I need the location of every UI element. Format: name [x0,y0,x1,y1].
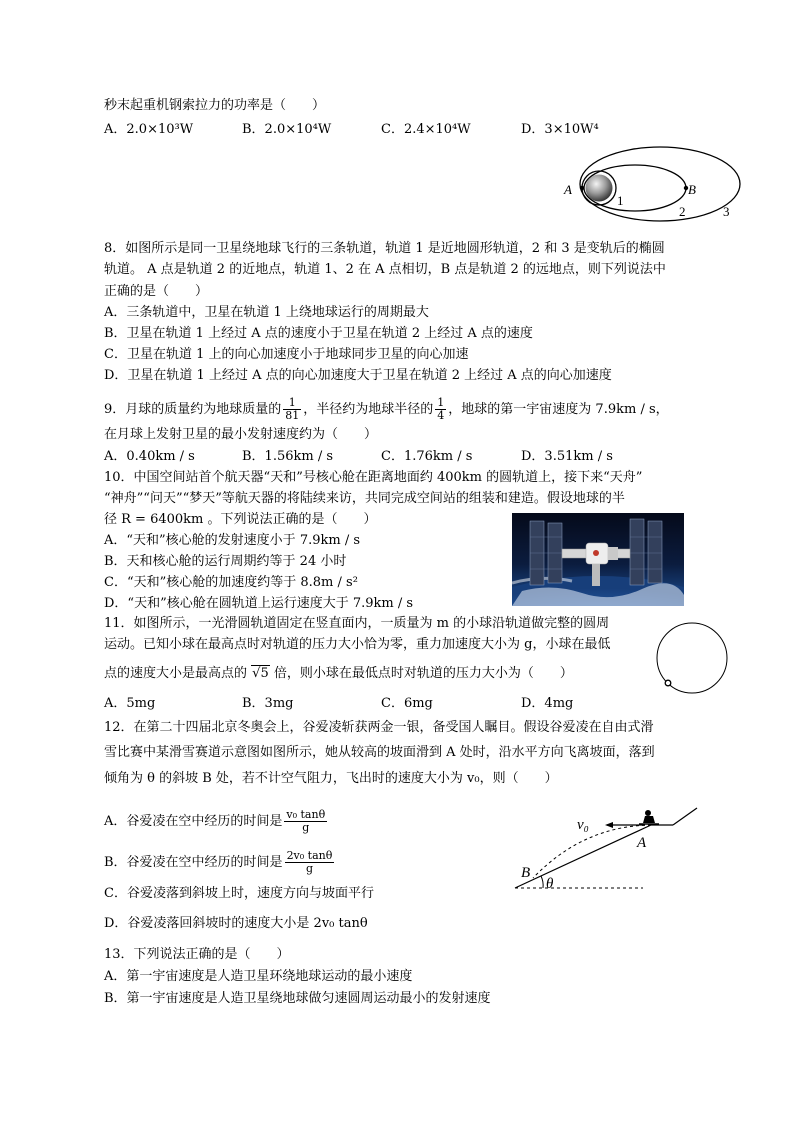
q8-option-d: D．卫星在轨道 1 上经过 A 点的向心加速度大于卫星在轨道 2 上经过 A 点的向心加速度 [104,368,612,383]
q10-option-d: D．“天和”核心舱在圆轨道上运行速度大于 7.9km / s [104,596,414,611]
angle-arc [541,876,543,888]
q8-stem-line2: 轨道。 A 点是轨道 2 的近地点，轨道 1、2 在 A 点相切，B 点是轨道 2 的远地点，则下列说法中 [104,262,666,277]
space-station-photo [512,513,684,606]
q13-option-b: B．第一宇宙速度是人造卫星绕地球做匀速圆周运动最小的发射速度 [104,991,491,1006]
q7-option-c: C．2.4×10⁴W [381,122,471,137]
q10-stem-line2: “神舟”“问天”“梦天”等航天器的将陆续来访，共同完成空间站的组装和建造。假设地球的半 [104,491,625,506]
sqrt-5: √5 [252,666,269,681]
q10-stem-line3: 径 R = 6400km 。下列说法正确的是（ ） [104,512,377,527]
label-a: A [637,835,647,851]
q7-option-d: D．3×10W⁴ [521,122,599,137]
q7-option-b: B．2.0×10⁴W [242,122,332,137]
q9-option-a: A．0.40km / s [104,449,195,464]
label-b: B [688,182,696,197]
slope-line [515,825,651,888]
q8-option-c: C．卫星在轨道 1 上的向心加速度小于地球同步卫星的向心加速 [104,347,469,362]
q7-stem: 秒末起重机钢索拉力的功率是（ ） [104,98,326,113]
q8-option-b: B．卫星在轨道 1 上经过 A 点的速度小于卫星在轨道 2 上经过 A 点的速度 [104,326,533,341]
q7-option-a: A．2.0×10³W [104,122,194,137]
q9-option-d: D．3.51km / s [521,449,613,464]
q9-option-b: B．1.56km / s [242,449,334,464]
q10-stem-line1: 10．中国空间站首个航天器“天和”号核心舱在距离地面约 400km 的圆轨道上，接下来“天舟” [104,470,643,485]
q11-text-a: 点的速度大小是最高点的 [104,666,248,681]
q11-stem-line1: 11．如图所示，一光滑圆轨道固定在竖直面内，一质量为 m 的小球沿轨道做完整的圆周 [104,616,610,631]
ski-slope-figure [505,800,705,896]
q11-stem-line2: 运动。已知小球在最高点时对轨道的压力大小恰为零，重力加速度大小为 g，小球在最低 [104,637,611,652]
label-b: B [521,865,531,881]
q12-stem-line2: 雪比赛中某滑雪赛道示意图如图所示，她从较高的坡面滑到 A 处时，沿水平方向飞离坡面，落到 [104,745,655,760]
q10-option-a: A．“天和”核心舱的发射速度小于 7.9km / s [104,533,361,548]
skier-icon [639,810,659,824]
q13-stem: 13．下列说法正确的是（ ） [104,947,290,962]
q11-option-d: D．4mg [521,696,574,711]
q11-option-b: B．3mg [242,696,294,711]
q9-text-2: ，半径约为地球半径的 [303,402,434,417]
fraction-1-81: $\frac{1}{81}$ [285,396,300,422]
q12-option-d: D．谷爱凌落回斜坡时的速度大小是 2v₀ tanθ [104,916,368,931]
q13-option-a: A．第一宇宙速度是人造卫星环绕地球运动的最小速度 [104,969,413,984]
point-a [580,186,584,190]
earth [586,175,613,202]
q12-stem-line1: 12．在第二十四届北京冬奥会上，谷爱凌斩获两金一银，备受国人瞩目。假设谷爱凌在自由式滑 [104,720,654,735]
q10-option-c: C．“天和”核心舱的加速度约等于 8.8m / s² [104,575,358,590]
ball [665,680,671,686]
q12-option-b: B．谷爱凌在空中经历的时间是 $\frac{\text{2v₀ tanθ}}{g}$ [104,849,333,875]
fraction-v0tan-g: $\frac{\text{v₀ tanθ}}{g}$ [286,808,326,834]
q12-option-c: C．谷爱凌落到斜坡上时，速度方向与坡面平行 [104,886,374,901]
orbit-figure [556,142,746,226]
velocity-arrow [605,822,613,828]
q8-option-a: A．三条轨道中，卫星在轨道 1 上绕地球运行的周期最大 [104,305,429,320]
q9-option-c: C．1.76km / s [381,449,473,464]
q8-stem-line1: 8．如图所示是同一卫星绕地球飞行的三条轨道，轨道 1 是近地圆形轨道，2 和 3 是变轨后的椭圆 [104,241,665,256]
label-a: A [564,182,572,197]
circle-track-figure [655,621,730,696]
label-orbit-2: 2 [679,204,686,219]
label-orbit-1: 1 [617,193,624,208]
label-v0: v₀ [577,817,589,833]
q12-option-a: A．谷爱凌在空中经历的时间是 $\frac{\text{v₀ tanθ}}{g}$ [104,808,326,834]
q9-stem-line2: 在月球上发射卫星的最小发射速度约为（ ） [104,427,378,442]
q8-stem-line3: 正确的是（ ） [104,284,209,299]
q11-option-a: A．5mg [104,696,156,711]
label-theta: θ [546,876,554,892]
fraction-1-4: $\frac{1}{4}$ [437,396,445,422]
q10-option-b: B．天和核心舱的运行周期约等于 24 小时 [104,554,347,569]
q9-stem-line1 [104,397,669,422]
q11-stem-line3 [104,665,573,683]
q9-text-3: ，地球的第一宇宙速度为 7.9km / s， [448,402,669,417]
q11-text-b: 倍，则小球在最低点时对轨道的压力大小为（ ） [273,666,573,681]
q9-text-1: 9．月球的质量约为地球质量的 [104,402,282,417]
fraction-2v0tan-g: $\frac{\text{2v₀ tanθ}}{g}$ [286,849,333,875]
q12-stem-line3: 倾角为 θ 的斜坡 B 处，若不计空气阻力，飞出时的速度大小为 v₀，则（ ） [104,771,558,786]
q11-option-c: C．6mg [381,696,433,711]
label-orbit-3: 3 [723,204,730,219]
